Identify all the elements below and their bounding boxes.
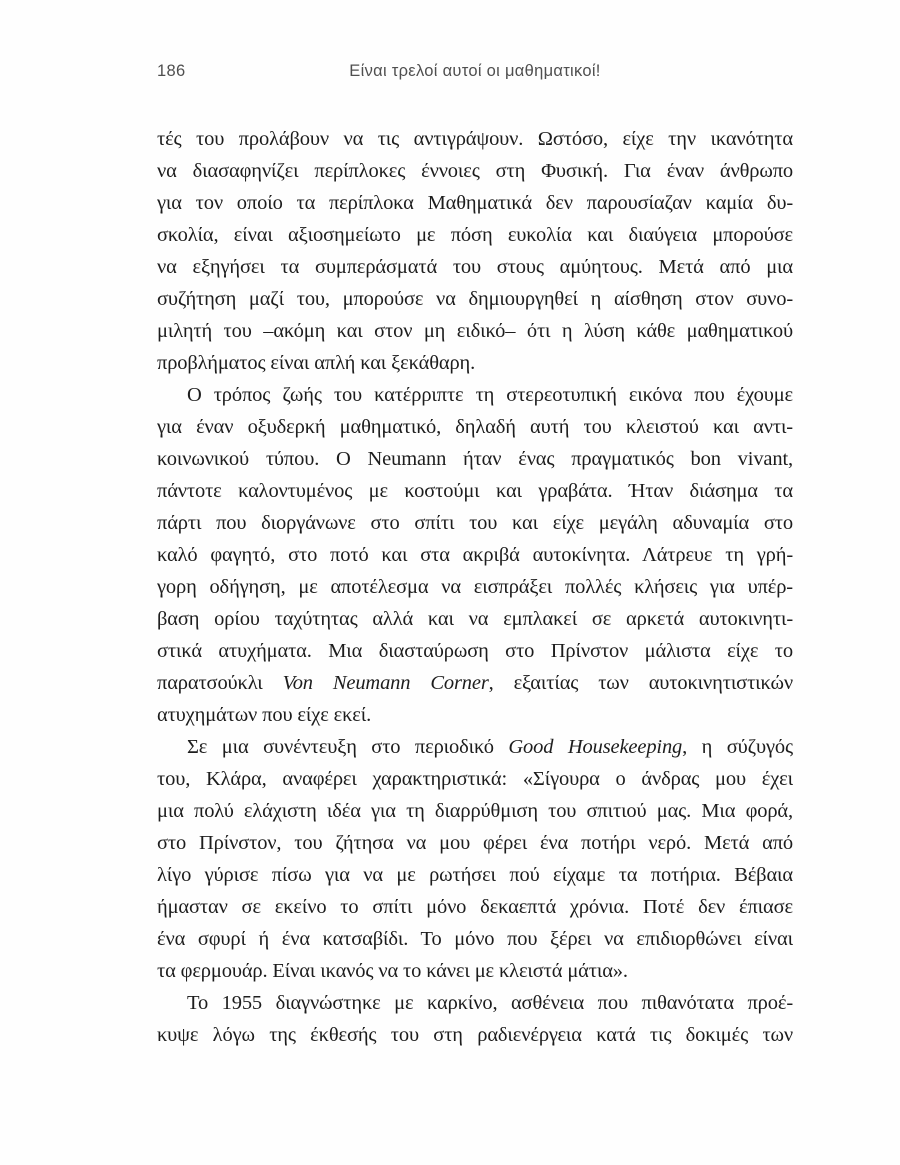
text-line: λίγο γύρισε πίσω για να με ρωτήσει πού είχαμε τα ποτήρια. Βέβαια (157, 864, 793, 886)
text-line: για έναν οξυδερκή μαθηματικό, δηλαδή αυτή του κλειστού και αντι- (157, 416, 793, 438)
body-text (157, 123, 793, 1051)
text-line: κοινωνικού τύπου. Ο Neumann ήταν ένας πραγματικός bon vivant, (157, 448, 793, 470)
text-line: τές του προλάβουν να τις αντιγράψουν. Ωστόσο, είχε την ικανότητα (157, 128, 793, 150)
paragraph (157, 987, 793, 1051)
text-line: του, Κλάρα, αναφέρει χαρακτηριστικά: «Σίγουρα ο άνδρας μου έχει (157, 768, 793, 790)
text-line: ήμασταν σε εκείνο το σπίτι μόνο δεκαεπτά χρόνια. Ποτέ δεν έπιασε (157, 896, 793, 918)
running-title: Είναι τρελοί αυτοί οι μαθηματικοί! (349, 62, 601, 80)
paragraph (157, 731, 793, 987)
text-line: τα φερμουάρ. Είναι ικανός να το κάνει με κλειστά μάτια». (157, 960, 628, 982)
text-line: γορη οδήγηση, με αποτέλεσμα να εισπράξει πολλές κλήσεις για υπέρ- (157, 576, 793, 598)
text-line: συζήτηση μαζί του, μπορούσε να δημιουργηθεί η αίσθηση στον συνο- (157, 288, 793, 310)
text-line: κυψε λόγω της έκθεσής του στη ραδιενέργεια κατά τις δοκιμές των (157, 1024, 793, 1046)
running-header (157, 62, 793, 84)
page-number: 186 (157, 62, 186, 80)
text-line: μιλητή του –ακόμη και στον μη ειδικό– ότι η λύση κάθε μαθηματικού (157, 320, 793, 342)
text-line: καλό φαγητό, στο ποτό και στα ακριβά αυτοκίνητα. Λάτρευε τη γρή- (157, 544, 793, 566)
text-line: στο Πρίνστον, του ζήτησα να μου φέρει ένα ποτήρι νερό. Μετά από (157, 832, 793, 854)
text-line: βαση ορίου ταχύτητας αλλά και να εμπλακεί σε αρκετά αυτοκινητι- (157, 608, 793, 630)
text-line: προβλήματος είναι απλή και ξεκάθαρη. (157, 352, 476, 374)
text-line: παρατσούκλι Von Neumann Corner, εξαιτίας των αυτοκινητιστικών (157, 672, 793, 694)
text-line: Σε μια συνέντευξη στο περιοδικό Good Housekeeping, η σύζυγός (187, 736, 793, 758)
text-line: σκολία, είναι αξιοσημείωτο με πόση ευκολία και διαύγεια μπορούσε (157, 224, 793, 246)
text-line: ένα σφυρί ή ένα κατσαβίδι. Το μόνο που ξέρει να επιδιορθώνει είναι (157, 928, 793, 950)
paragraph (157, 123, 793, 379)
text-line: Ο τρόπος ζωής του κατέρριπτε τη στερεοτυπική εικόνα που έχουμε (187, 384, 793, 406)
paragraph (157, 379, 793, 731)
text-line: να εξηγήσει τα συμπεράσματά του στους αμύητους. Μετά από μια (157, 256, 793, 278)
text-line: μια πολύ ελάχιστη ιδέα για τη διαρρύθμιση του σπιτιού μας. Μια φορά, (157, 800, 793, 822)
text-line: πάρτι που διοργάνωνε στο σπίτι του και είχε μεγάλη αδυναμία στο (157, 512, 793, 534)
text-line: στικά ατυχήματα. Μια διασταύρωση στο Πρίνστον μάλιστα είχε το (157, 640, 793, 662)
text-line: πάντοτε καλοντυμένος με κοστούμι και γραβάτα. Ήταν διάσημα τα (157, 480, 793, 502)
text-line: ατυχημάτων που είχε εκεί. (157, 704, 372, 726)
text-line: Το 1955 διαγνώστηκε με καρκίνο, ασθένεια που πιθανότατα προέ- (187, 992, 793, 1014)
text-line: για τον οποίο τα περίπλοκα Μαθηματικά δεν παρουσίαζαν καμία δυ- (157, 192, 793, 214)
text-line: να διασαφηνίζει περίπλοκες έννοιες στη Φυσική. Για έναν άνθρωπο (157, 160, 793, 182)
